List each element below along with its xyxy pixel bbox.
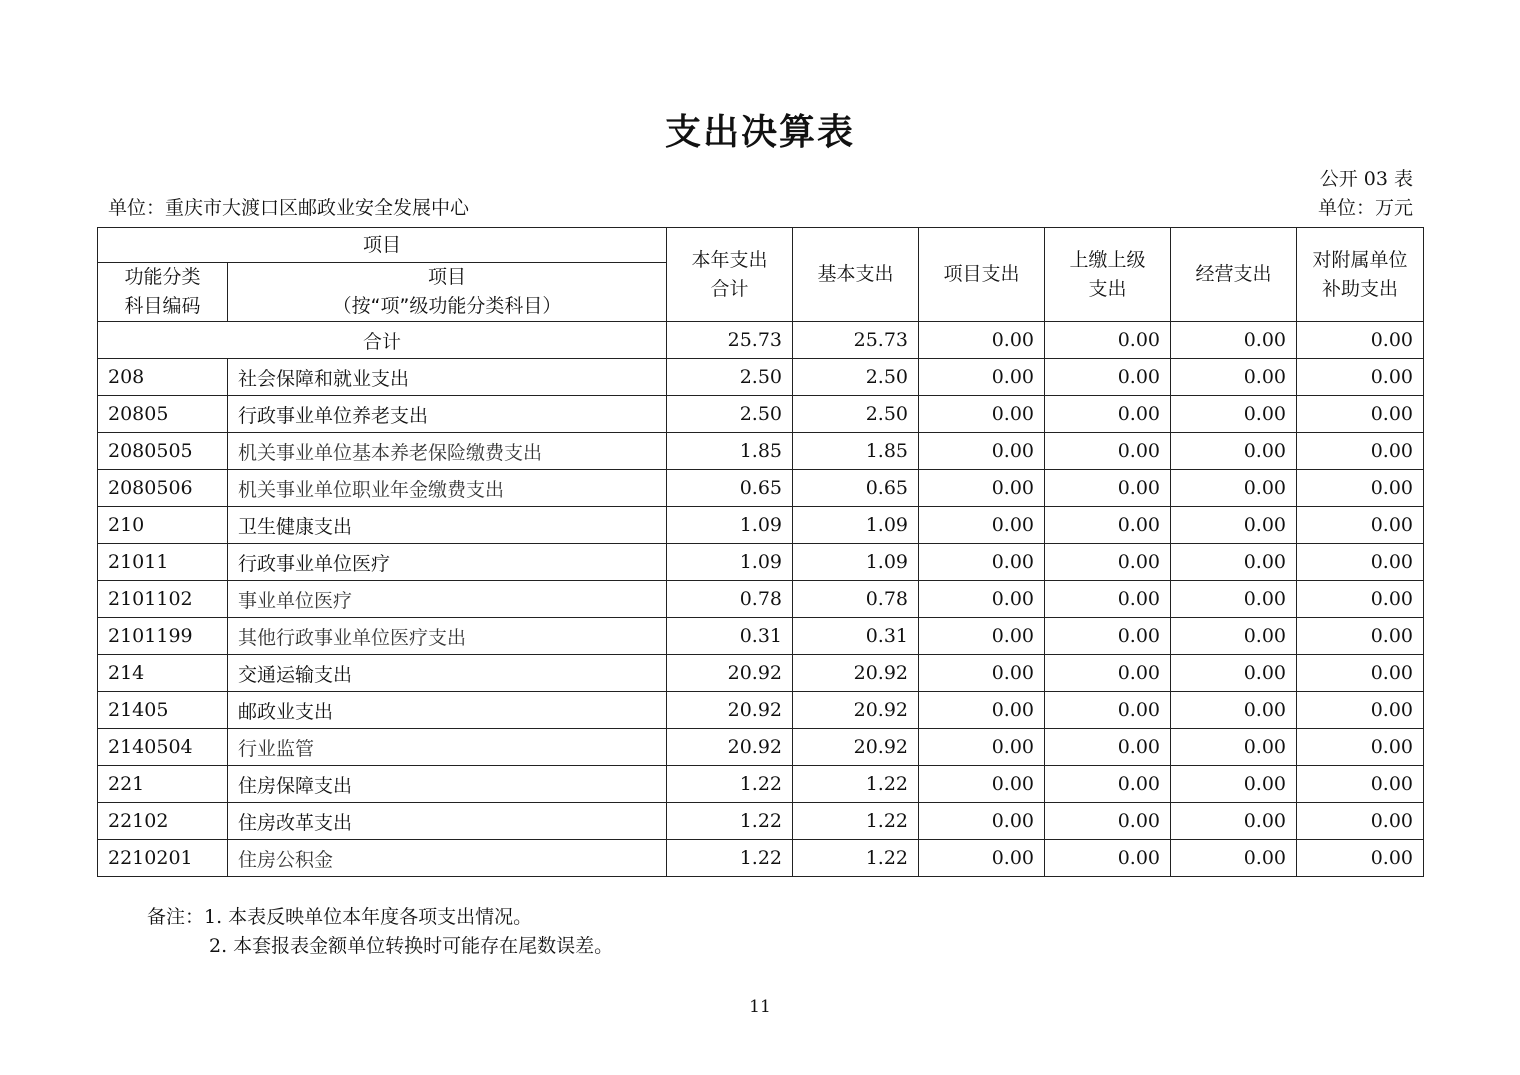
row-value: 0.00: [1171, 729, 1297, 766]
row-value: 0.00: [1297, 803, 1424, 840]
row-code: 2080505: [98, 433, 228, 470]
row-value: 0.00: [1297, 729, 1424, 766]
row-value: 0.00: [919, 581, 1045, 618]
header-project-expenditure: 项目支出: [919, 228, 1045, 322]
table-row: [98, 729, 1424, 766]
row-value: 0.00: [1045, 470, 1171, 507]
row-value: 0.65: [667, 470, 793, 507]
row-value: 1.22: [667, 766, 793, 803]
row-value: 0.31: [667, 618, 793, 655]
total-value: 0.00: [1171, 322, 1297, 359]
row-value: 2.50: [793, 359, 919, 396]
row-value: 0.00: [1297, 396, 1424, 433]
row-value: 0.00: [1045, 618, 1171, 655]
row-value: 0.00: [1297, 618, 1424, 655]
table-row: [98, 507, 1424, 544]
table-row: [98, 359, 1424, 396]
row-value: 0.00: [1297, 544, 1424, 581]
header-basic: 基本支出: [793, 228, 919, 322]
header-project-name-line2: （按“项”级功能分类科目）: [332, 295, 562, 317]
row-value: 0.00: [1045, 766, 1171, 803]
row-value: 0.00: [919, 433, 1045, 470]
row-value: 0.00: [1171, 359, 1297, 396]
row-value: 0.00: [1297, 507, 1424, 544]
total-value: 25.73: [793, 322, 919, 359]
row-value: 0.00: [1171, 396, 1297, 433]
row-value: 0.00: [1171, 803, 1297, 840]
header-total-line1: 本年支出: [691, 248, 768, 271]
row-value: 0.00: [1045, 803, 1171, 840]
currency-unit: 单位：万元: [1317, 197, 1413, 219]
header-total: [667, 228, 793, 322]
row-name: 其他行政事业单位医疗支出: [228, 618, 667, 655]
table-row: [98, 618, 1424, 655]
row-value: 0.00: [1171, 470, 1297, 507]
row-value: 0.00: [1171, 433, 1297, 470]
notes: [147, 903, 613, 961]
header-func-code: [98, 263, 228, 322]
row-name: 住房公积金: [228, 840, 667, 877]
table-row: [98, 803, 1424, 840]
row-value: 0.00: [919, 840, 1045, 877]
row-value: 0.00: [919, 470, 1045, 507]
row-value: 2.50: [793, 396, 919, 433]
header-total-line2: 合计: [710, 277, 749, 300]
row-value: 1.22: [793, 840, 919, 877]
row-value: 0.00: [1045, 507, 1171, 544]
row-value: 0.00: [1171, 618, 1297, 655]
header-subsidy-line1: 对附属单位: [1312, 248, 1408, 271]
header-upper-line2: 支出: [1088, 277, 1127, 300]
row-value: 20.92: [667, 729, 793, 766]
row-value: 0.00: [919, 655, 1045, 692]
row-value: 0.00: [1297, 359, 1424, 396]
row-value: 1.22: [793, 766, 919, 803]
expenditure-table: [97, 227, 1424, 877]
page-title: 支出决算表: [664, 112, 855, 153]
row-value: 0.00: [1171, 655, 1297, 692]
row-value: 0.00: [919, 803, 1045, 840]
row-value: 0.00: [1171, 507, 1297, 544]
header-project: 项目: [98, 228, 667, 263]
row-code: 210: [98, 507, 228, 544]
table-row: [98, 433, 1424, 470]
row-value: 20.92: [793, 655, 919, 692]
form-number: 公开 03 表: [1319, 168, 1413, 190]
table-row: [98, 766, 1424, 803]
row-value: 0.00: [919, 692, 1045, 729]
row-value: 0.00: [919, 396, 1045, 433]
total-row: [98, 322, 1424, 359]
row-value: 0.00: [1297, 840, 1424, 877]
row-code: 208: [98, 359, 228, 396]
row-name: 事业单位医疗: [228, 581, 667, 618]
row-value: 2.50: [667, 396, 793, 433]
row-value: 1.09: [793, 507, 919, 544]
row-value: 0.00: [919, 359, 1045, 396]
note-line-2: 2. 本套报表金额单位转换时可能存在尾数误差。: [209, 935, 614, 957]
row-name: 交通运输支出: [228, 655, 667, 692]
organization-unit: 单位：重庆市大渡口区邮政业安全发展中心: [108, 197, 470, 219]
row-value: 0.00: [1045, 433, 1171, 470]
row-code: 2101102: [98, 581, 228, 618]
total-value: 0.00: [919, 322, 1045, 359]
row-code: 2080506: [98, 470, 228, 507]
table-row: [98, 470, 1424, 507]
row-value: 20.92: [667, 655, 793, 692]
row-name: 住房改革支出: [228, 803, 667, 840]
row-value: 0.00: [1297, 692, 1424, 729]
total-value: 0.00: [1045, 322, 1171, 359]
row-value: 0.78: [793, 581, 919, 618]
row-value: 0.00: [919, 618, 1045, 655]
row-value: 1.22: [667, 803, 793, 840]
page-number: 11: [749, 997, 771, 1017]
row-name: 行业监管: [228, 729, 667, 766]
header-upper-line1: 上缴上级: [1069, 248, 1146, 271]
row-value: 0.00: [1045, 544, 1171, 581]
row-value: 0.00: [1297, 470, 1424, 507]
row-value: 1.22: [667, 840, 793, 877]
table-row: [98, 544, 1424, 581]
header-upper: [1045, 228, 1171, 322]
row-name: 住房保障支出: [228, 766, 667, 803]
row-value: 0.00: [1297, 655, 1424, 692]
table-row: [98, 655, 1424, 692]
row-value: 0.00: [1045, 359, 1171, 396]
table-row: [98, 692, 1424, 729]
row-value: 0.00: [1297, 581, 1424, 618]
row-value: 0.00: [919, 766, 1045, 803]
row-value: 0.00: [1045, 655, 1171, 692]
row-name: 社会保障和就业支出: [228, 359, 667, 396]
row-value: 0.00: [1171, 766, 1297, 803]
table-body: [98, 322, 1424, 877]
row-value: 1.09: [667, 507, 793, 544]
row-value: 0.65: [793, 470, 919, 507]
row-value: 0.00: [1045, 581, 1171, 618]
row-value: 0.00: [1171, 840, 1297, 877]
row-value: 0.00: [919, 544, 1045, 581]
row-code: 2101199: [98, 618, 228, 655]
row-value: 0.78: [667, 581, 793, 618]
header-func-code-line2: 科目编码: [124, 295, 201, 317]
row-name: 行政事业单位养老支出: [228, 396, 667, 433]
row-value: 0.00: [1045, 840, 1171, 877]
table-row: [98, 840, 1424, 877]
header-project-name: [228, 263, 667, 322]
row-value: 1.22: [793, 803, 919, 840]
row-value: 0.00: [1045, 396, 1171, 433]
row-value: 1.09: [667, 544, 793, 581]
total-value: 0.00: [1297, 322, 1424, 359]
row-code: 221: [98, 766, 228, 803]
row-value: 0.31: [793, 618, 919, 655]
row-value: 1.85: [667, 433, 793, 470]
row-name: 邮政业支出: [228, 692, 667, 729]
row-code: 21011: [98, 544, 228, 581]
header-subsidy: [1297, 228, 1424, 322]
row-value: 20.92: [793, 729, 919, 766]
row-name: 卫生健康支出: [228, 507, 667, 544]
row-value: 1.85: [793, 433, 919, 470]
row-value: 20.92: [667, 692, 793, 729]
row-code: 214: [98, 655, 228, 692]
header-subsidy-line2: 补助支出: [1322, 277, 1399, 300]
note-line-1: 备注：1. 本表反映单位本年度各项支出情况。: [147, 906, 533, 928]
header-func-code-line1: 功能分类: [124, 266, 201, 288]
row-value: 0.00: [919, 729, 1045, 766]
row-value: 0.00: [1171, 544, 1297, 581]
header-business: 经营支出: [1171, 228, 1297, 322]
row-value: 2.50: [667, 359, 793, 396]
row-code: 2210201: [98, 840, 228, 877]
row-code: 22102: [98, 803, 228, 840]
row-code: 20805: [98, 396, 228, 433]
row-value: 1.09: [793, 544, 919, 581]
row-value: 0.00: [1297, 766, 1424, 803]
row-value: 20.92: [793, 692, 919, 729]
row-value: 0.00: [1045, 692, 1171, 729]
row-value: 0.00: [1045, 729, 1171, 766]
header-project-name-line1: 项目: [428, 266, 467, 288]
table-row: [98, 581, 1424, 618]
row-code: 21405: [98, 692, 228, 729]
row-name: 机关事业单位基本养老保险缴费支出: [228, 433, 667, 470]
row-code: 2140504: [98, 729, 228, 766]
table-row: [98, 396, 1424, 433]
row-value: 0.00: [1297, 433, 1424, 470]
row-value: 0.00: [919, 507, 1045, 544]
total-value: 25.73: [667, 322, 793, 359]
row-value: 0.00: [1171, 581, 1297, 618]
row-name: 行政事业单位医疗: [228, 544, 667, 581]
total-label: 合计: [98, 322, 667, 359]
row-name: 机关事业单位职业年金缴费支出: [228, 470, 667, 507]
row-value: 0.00: [1171, 692, 1297, 729]
